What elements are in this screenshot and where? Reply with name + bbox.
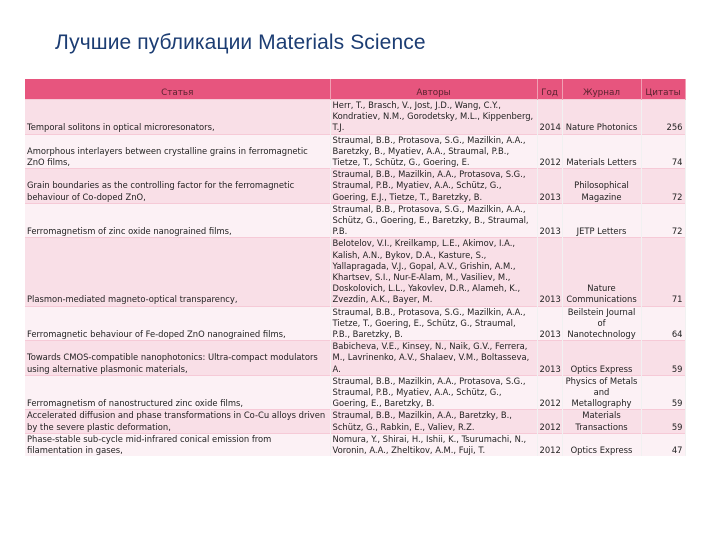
year-cell: 2013 — [537, 203, 562, 238]
table-row — [25, 238, 685, 306]
article-cell: Grain boundaries as the controlling factor for the ferromagnetic behaviour of Co-doped ZnO, — [25, 169, 330, 204]
citations-cell: 47 — [641, 433, 685, 456]
table-row — [25, 375, 685, 410]
article-cell: Accelerated diffusion and phase transformations in Co-Cu alloys driven by the severe plastic deformation, — [25, 410, 330, 433]
year-cell: 2012 — [537, 433, 562, 456]
citations-cell: 59 — [641, 410, 685, 433]
article-cell: Ferromagnetic behaviour of Fe-doped ZnO nanograined films, — [25, 306, 330, 341]
citations-cell: 64 — [641, 306, 685, 341]
citations-cell: 72 — [641, 169, 685, 204]
authors-cell: Straumal, B.B., Protasova, S.G., Mazilkin, A.A., Tietze, T., Goering, E., Schütz, G., Straumal, P.B., Baretzky, B. — [330, 306, 537, 341]
header-authors: Авторы — [330, 79, 537, 100]
table-row — [25, 410, 685, 433]
year-cell: 2013 — [537, 306, 562, 341]
header-article: Статья — [25, 79, 330, 100]
authors-cell: Straumal, B.B., Protasova, S.G., Mazilkin, A.A., Schütz, G., Goering, E., Baretzky, B., Straumal, P.B. — [330, 203, 537, 238]
year-cell: 2013 — [537, 341, 562, 376]
table-row — [25, 169, 685, 204]
year-cell: 2014 — [537, 100, 562, 135]
authors-cell: Nomura, Y., Shirai, H., Ishii, K., Tsurumachi, N., Voronin, A.A., Zheltikov, A.M., Fuji, T. — [330, 433, 537, 456]
journal-cell: Physics of Metals and Metallography — [562, 375, 641, 410]
citations-cell: 72 — [641, 203, 685, 238]
authors-cell: Babicheva, V.E., Kinsey, N., Naik, G.V., Ferrera, M., Lavrinenko, A.V., Shalaev, V.M., Boltasseva, A. — [330, 341, 537, 376]
authors-cell: Herr, T., Brasch, V., Jost, J.D., Wang, C.Y., Kondratiev, N.M., Gorodetsky, M.L., Kippenberg, T.J. — [330, 100, 537, 135]
journal-cell: JETP Letters — [562, 203, 641, 238]
article-cell: Towards CMOS-compatible nanophotonics: Ultra-compact modulators using alternative plasmonic materials, — [25, 341, 330, 376]
table-row — [25, 203, 685, 238]
table-row — [25, 134, 685, 169]
year-cell: 2012 — [537, 375, 562, 410]
header-citations: Цитаты — [641, 79, 685, 100]
publications-table — [25, 79, 686, 456]
year-cell: 2013 — [537, 169, 562, 204]
journal-cell: Optics Express — [562, 433, 641, 456]
journal-cell: Beilstein Journal of Nanotechnology — [562, 306, 641, 341]
article-cell: Phase-stable sub-cycle mid-infrared conical emission from filamentation in gases, — [25, 433, 330, 456]
table-row — [25, 306, 685, 341]
year-cell: 2012 — [537, 134, 562, 169]
journal-cell: Materials Letters — [562, 134, 641, 169]
authors-cell: Belotelov, V.I., Kreilkamp, L.E., Akimov, I.A., Kalish, A.N., Bykov, D.A., Kasture, S., Yallapragada, V.J., Gopal, A.V., Grishin, A.M., Khartsev, S.I., Nur-E-Alam, M., Vasiliev, M., Doskolovich, L.L., Yakovlev, D.R., Alameh, K., Zvezdin, A.K., Bayer, M. — [330, 238, 537, 306]
citations-cell: 59 — [641, 341, 685, 376]
journal-cell: Materials Transactions — [562, 410, 641, 433]
year-cell: 2012 — [537, 410, 562, 433]
year-cell: 2013 — [537, 238, 562, 306]
authors-cell: Straumal, B.B., Mazilkin, A.A., Protasova, S.G., Straumal, P.B., Myatiev, A.A., Schütz, G., Goering, E., Baretzky, B. — [330, 375, 537, 410]
citations-cell: 59 — [641, 375, 685, 410]
citations-cell: 74 — [641, 134, 685, 169]
header-year: Год — [537, 79, 562, 100]
journal-cell: Nature Communications — [562, 238, 641, 306]
article-cell: Ferromagnetism of nanostructured zinc oxide films, — [25, 375, 330, 410]
header-journal: Журнал — [562, 79, 641, 100]
article-cell: Amorphous interlayers between crystalline grains in ferromagnetic ZnO films, — [25, 134, 330, 169]
article-cell: Ferromagnetism of zinc oxide nanograined films, — [25, 203, 330, 238]
page-title: Лучшие публикации Materials Science — [55, 31, 426, 54]
article-cell: Temporal solitons in optical microresonators, — [25, 100, 330, 135]
table-row — [25, 433, 685, 456]
authors-cell: Straumal, B.B., Mazilkin, A.A., Protasova, S.G., Straumal, P.B., Myatiev, A.A., Schütz, G., Goering, E.J., Tietze, T., Baretzky, B. — [330, 169, 537, 204]
table-row — [25, 341, 685, 376]
citations-cell: 71 — [641, 238, 685, 306]
journal-cell: Philosophical Magazine — [562, 169, 641, 204]
table-row — [25, 100, 685, 135]
citations-cell: 256 — [641, 100, 685, 135]
journal-cell: Nature Photonics — [562, 100, 641, 135]
table-header-row — [25, 79, 685, 100]
journal-cell: Optics Express — [562, 341, 641, 376]
authors-cell: Straumal, B.B., Mazilkin, A.A., Baretzky, B., Schütz, G., Rabkin, E., Valiev, R.Z. — [330, 410, 537, 433]
article-cell: Plasmon-mediated magneto-optical transparency, — [25, 238, 330, 306]
authors-cell: Straumal, B.B., Protasova, S.G., Mazilkin, A.A., Baretzky, B., Myatiev, A.A., Straumal, P.B., Tietze, T., Schütz, G., Goering, E. — [330, 134, 537, 169]
